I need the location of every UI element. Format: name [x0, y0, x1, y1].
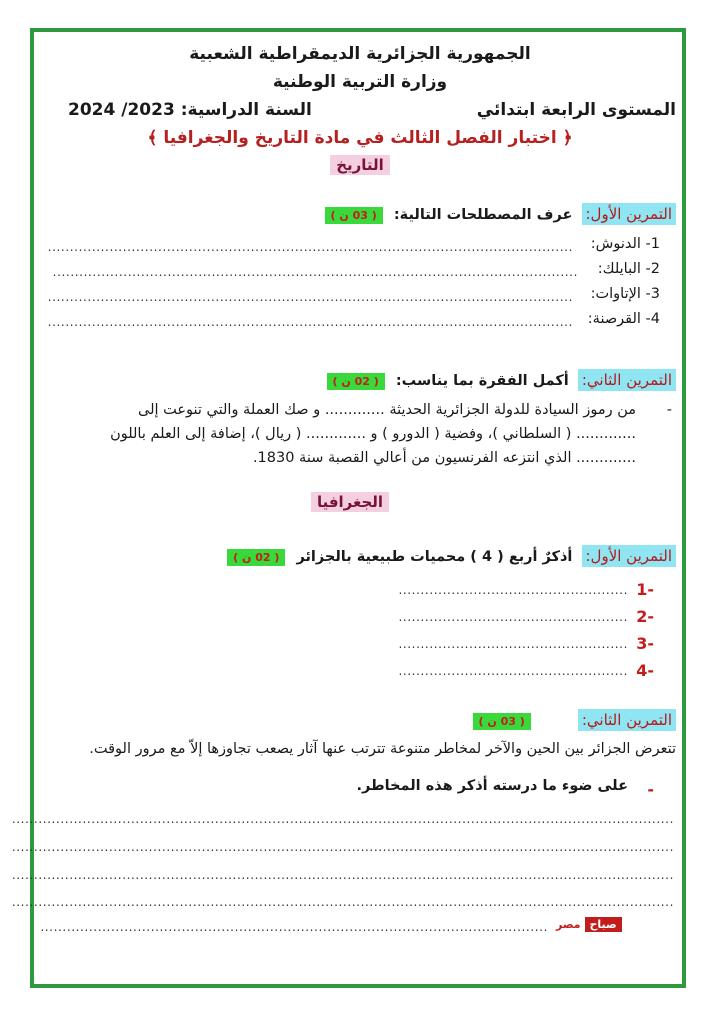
- geo-ex1-points: ( 02 ن ): [227, 549, 285, 566]
- answer-line: ......................................................................................................................................................: [11, 895, 674, 909]
- answer-line: ......................................................................................................................................................: [11, 868, 674, 882]
- geo-ex2-question: على ضوء ما درسته أذكر هذه المخاطر.: [356, 778, 628, 794]
- history-ex1-points: ( 03 ن ): [325, 207, 383, 224]
- answer-dots: .......................................................................................................................: [47, 290, 573, 304]
- ministry-title: وزارة التربية الوطنية: [272, 72, 448, 92]
- geography-section: [300, 492, 400, 511]
- history-ex2-text: أكمل الفقرة بما يناسب:: [395, 373, 569, 389]
- answer-line: ......................................................................................................................................................: [11, 840, 674, 854]
- history-section: [320, 155, 400, 174]
- answer-dots: ....................................................: [398, 583, 628, 597]
- history-ex2-points: ( 02 ن ): [327, 373, 385, 390]
- republic-title: الجمهورية الجزائرية الديمقراطية الشعبية: [189, 44, 531, 64]
- reserve-number: -4: [636, 661, 654, 680]
- answer-dots: ....................................................: [398, 637, 628, 651]
- history-ex2-label: التمرين الثاني:: [578, 369, 676, 391]
- paragraph-line-1: من رموز السيادة للدولة الجزائرية الحديثة ............. و صك العملة والتي تنوعت إلى: [138, 402, 636, 418]
- answer-dots: ....................................................: [398, 664, 628, 678]
- history-ex2-heading: [327, 370, 676, 389]
- term-row: 3- الإتاوات:: [590, 286, 660, 302]
- level-label: المستوى الرابعة ابتدائي: [476, 100, 676, 120]
- sada-misr-logo: مصر صباح: [556, 917, 622, 935]
- question-dash: -: [647, 780, 654, 799]
- geo-ex2-points: ( 03 ن ): [473, 713, 531, 730]
- answer-dots: .......................................................................................................................: [47, 240, 573, 254]
- term-row: 1- الدنوش:: [590, 236, 660, 252]
- history-ex1-label: التمرين الأول:: [582, 203, 677, 225]
- answer-line: ...................................................................................................................: [40, 920, 548, 934]
- school-year: السنة الدراسية: 2023/ 2024: [68, 100, 312, 120]
- geo-ex1-heading: [227, 546, 676, 565]
- geo-ex1-text: أذكرٌ أربع ( 4 ) محميات طبيعية بالجزائر: [296, 549, 573, 565]
- reserve-number: -3: [636, 634, 654, 653]
- history-ex1-heading: [325, 204, 676, 223]
- geo-ex2-heading: [473, 710, 676, 729]
- history-label: التاريخ: [330, 155, 390, 175]
- exam-title: ﴿ اختبار الفصل الثالث في مادة التاريخ والجغرافيا ﴾: [147, 128, 573, 148]
- bullet-dash: -: [666, 402, 672, 418]
- geo-ex2-paragraph: تتعرض الجزائر بين الحين والآخر لمخاطر متنوعة تترتب عنها آثار يصعب تجاوزها إلاّ مع مرور الوقت.: [89, 741, 676, 757]
- reserve-number: -1: [636, 580, 654, 599]
- geo-ex1-label: التمرين الأول:: [582, 545, 677, 567]
- geo-ex2-label: التمرين الثاني:: [578, 709, 676, 731]
- history-ex1-text: عرف المصطلحات التالية:: [393, 207, 573, 223]
- answer-dots: .......................................................................................................................: [52, 265, 578, 279]
- paragraph-line-2: ............. ( السلطاني )، وفضية ( الدورو ) و ............. ( ريال )، إضافة إلى العلم باللون: [110, 426, 636, 442]
- reserve-number: -2: [636, 607, 654, 626]
- paragraph-line-3: ............. الذي انتزعه الفرنسيون من أعالي القصبة سنة 1830.: [252, 450, 636, 466]
- answer-dots: .......................................................................................................................: [47, 315, 573, 329]
- geography-label: الجغرافيا: [311, 492, 389, 512]
- answer-line: ......................................................................................................................................................: [11, 812, 674, 826]
- term-row: 2- البايلك:: [597, 261, 660, 277]
- term-row: 4- القرصنة:: [587, 311, 660, 327]
- answer-dots: ....................................................: [398, 610, 628, 624]
